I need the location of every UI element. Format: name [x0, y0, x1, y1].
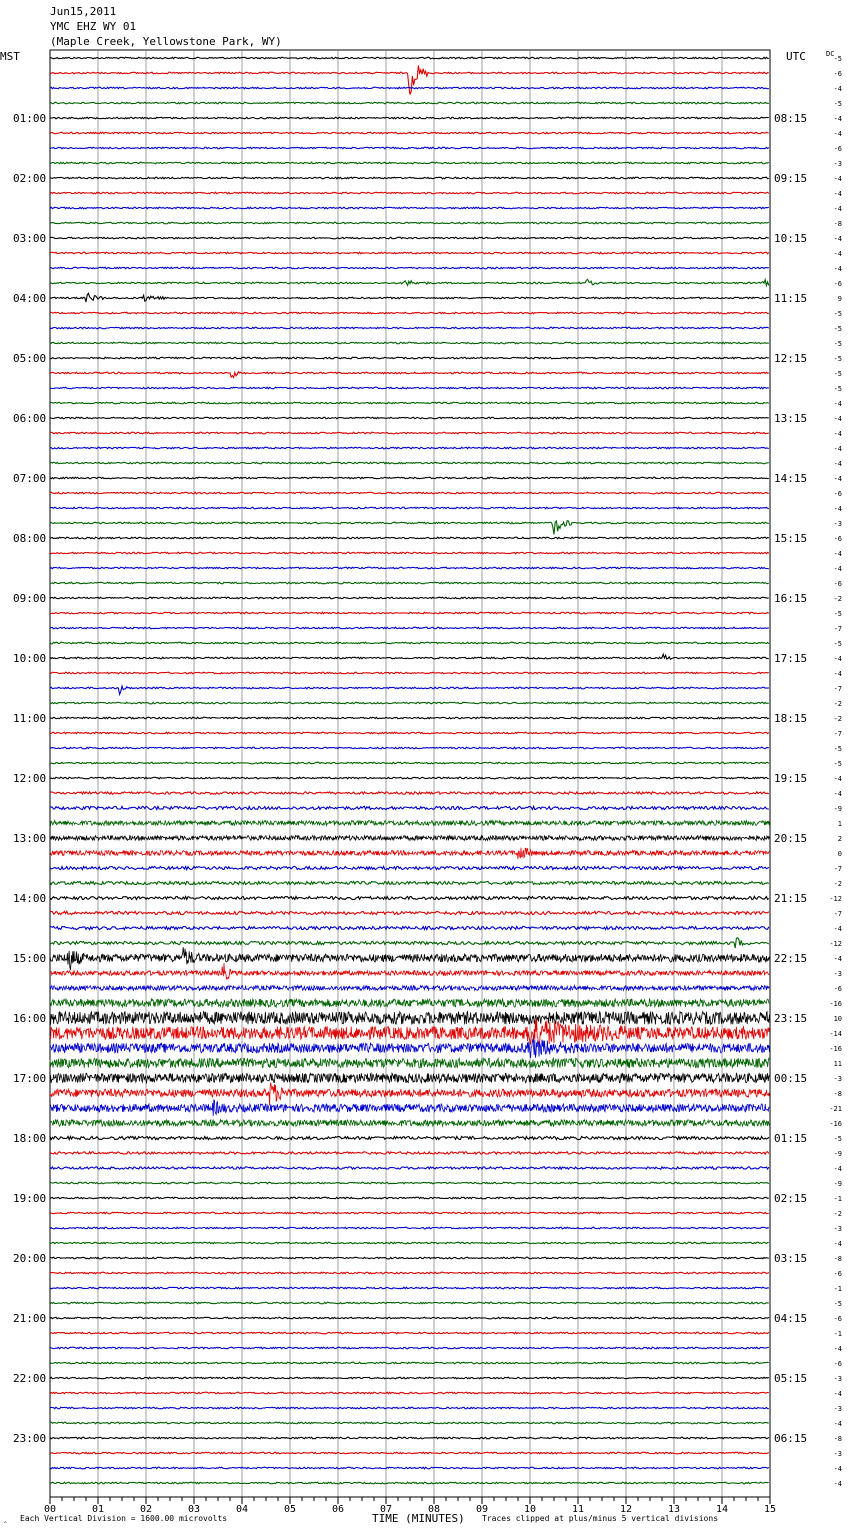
trace-55 — [50, 881, 769, 884]
trace-11 — [50, 222, 769, 224]
dc-offset-label: -21 — [829, 1105, 842, 1113]
dc-offset-label: -6 — [833, 535, 842, 543]
trace-87 — [50, 1362, 769, 1364]
trace-31 — [50, 521, 769, 535]
trace-73 — [50, 1152, 769, 1154]
trace-39 — [50, 642, 769, 644]
trace-90 — [50, 1407, 769, 1409]
dc-offset-label: -5 — [833, 610, 842, 618]
station-code: YMC EHZ WY 01 — [50, 20, 137, 33]
trace-0 — [50, 57, 769, 59]
trace-18 — [50, 327, 769, 329]
trace-47 — [50, 762, 769, 764]
trace-72 — [50, 1136, 769, 1139]
dc-offset-label: -4 — [833, 460, 842, 468]
dc-offset-label: -3 — [833, 970, 842, 978]
trace-14 — [50, 267, 769, 269]
trace-19 — [50, 342, 769, 344]
right-hour-label: 01:15 — [774, 1132, 808, 1145]
trace-92 — [50, 1437, 769, 1439]
trace-91 — [50, 1422, 769, 1424]
right-hour-label: 12:15 — [774, 352, 808, 365]
left-hour-label: 18:00 — [13, 1132, 47, 1145]
x-tick-label: 02 — [139, 1504, 153, 1515]
trace-17 — [50, 312, 769, 314]
trace-25 — [50, 432, 769, 434]
dc-offset-label: -4 — [833, 955, 842, 963]
left-hour-label: 19:00 — [13, 1192, 47, 1205]
trace-37 — [50, 612, 769, 614]
trace-86 — [50, 1347, 769, 1349]
dc-offset-label: 2 — [837, 835, 842, 843]
dc-offset-label: -6 — [833, 1315, 842, 1323]
dc-offset-label: -4 — [833, 415, 842, 423]
left-hour-label: 11:00 — [13, 712, 47, 725]
station-location: (Maple Creek, Yellowstone Park, WY) — [50, 35, 282, 48]
trace-89 — [50, 1392, 769, 1394]
trace-16 — [50, 293, 769, 302]
dc-offset-label: -6 — [833, 1270, 842, 1278]
dc-offset-label: -9 — [833, 805, 842, 813]
trace-7 — [50, 162, 769, 164]
x-tick-label: 05 — [283, 1504, 297, 1515]
dc-offset-label: -4 — [833, 670, 842, 678]
dc-offset-label: -8 — [833, 1255, 842, 1263]
dc-offset-label: -3 — [833, 1450, 842, 1458]
dc-offset-label: -2 — [833, 1210, 842, 1218]
trace-15 — [50, 279, 769, 285]
trace-85 — [50, 1332, 769, 1334]
plot-frame — [50, 50, 770, 1497]
left-hour-label: 07:00 — [13, 472, 47, 485]
dc-offset-label: -12 — [829, 895, 842, 903]
left-hour-label: 21:00 — [13, 1312, 47, 1325]
trace-20 — [50, 357, 769, 359]
x-tick-label: 08 — [427, 1504, 441, 1515]
dc-offset-label: -5 — [833, 355, 842, 363]
trace-34 — [50, 567, 769, 569]
dc-offset-label: -7 — [833, 730, 842, 738]
plot-date: Jun15,2011 — [50, 5, 117, 18]
trace-36 — [50, 597, 769, 599]
dc-offset-label: -3 — [833, 1375, 842, 1383]
dc-offset-label: 0 — [837, 850, 842, 858]
x-tick-label: 09 — [475, 1504, 489, 1515]
trace-75 — [50, 1182, 769, 1184]
trace-52 — [50, 836, 769, 841]
right-hour-label: 16:15 — [774, 592, 808, 605]
dc-offset-label: -2 — [833, 880, 842, 888]
dc-offset-label: -4 — [833, 430, 842, 438]
left-hour-label: 10:00 — [13, 652, 47, 665]
dc-offset-label: -14 — [829, 1030, 842, 1038]
trace-32 — [50, 537, 769, 539]
dc-offset-label: -7 — [833, 625, 842, 633]
x-tick-label: 01 — [91, 1504, 105, 1515]
x-tick-label: 06 — [331, 1504, 345, 1515]
right-timezone-label: UTC — [786, 50, 806, 63]
trace-58 — [50, 926, 769, 929]
dc-offset-label: -4 — [833, 655, 842, 663]
dc-header-label: DC — [826, 50, 835, 58]
trace-12 — [50, 237, 769, 239]
dc-offset-label: -4 — [833, 235, 842, 243]
footer-mark: ‸ — [4, 1514, 7, 1523]
right-hour-label: 23:15 — [774, 1012, 808, 1025]
trace-29 — [50, 492, 769, 494]
dc-offset-label: -1 — [833, 1330, 842, 1338]
right-hour-label: 19:15 — [774, 772, 808, 785]
dc-offset-label: -5 — [833, 325, 842, 333]
dc-offset-label: -4 — [833, 505, 842, 513]
trace-51 — [50, 821, 769, 826]
dc-offset-label: -5 — [833, 745, 842, 753]
right-hour-label: 08:15 — [774, 112, 808, 125]
trace-22 — [50, 387, 769, 389]
dc-offset-label: -4 — [833, 1345, 842, 1353]
dc-offset-label: -3 — [833, 520, 842, 528]
dc-offset-label: -2 — [833, 715, 842, 723]
dc-offset-label: -4 — [833, 1480, 842, 1488]
right-hour-label: 03:15 — [774, 1252, 808, 1265]
dc-offset-label: -6 — [833, 985, 842, 993]
left-hour-label: 20:00 — [13, 1252, 47, 1265]
x-axis-label: TIME (MINUTES) — [372, 1512, 465, 1525]
trace-80 — [50, 1257, 769, 1259]
trace-10 — [50, 207, 769, 209]
left-hour-label: 09:00 — [13, 592, 47, 605]
left-hour-label: 13:00 — [13, 832, 47, 845]
dc-offset-label: -4 — [833, 265, 842, 273]
trace-69 — [50, 1083, 769, 1106]
left-hour-label: 16:00 — [13, 1012, 47, 1025]
dc-offset-label: -5 — [833, 760, 842, 768]
trace-33 — [50, 552, 769, 554]
trace-70 — [50, 1100, 769, 1116]
trace-93 — [50, 1452, 769, 1454]
trace-13 — [50, 252, 769, 254]
trace-50 — [50, 806, 769, 809]
trace-53 — [50, 848, 769, 859]
left-hour-label: 05:00 — [13, 352, 47, 365]
dc-offset-label: -6 — [833, 580, 842, 588]
dc-offset-label: -4 — [833, 565, 842, 573]
x-tick-label: 03 — [187, 1504, 201, 1515]
dc-offset-label: -6 — [833, 490, 842, 498]
dc-offset-label: -7 — [833, 685, 842, 693]
left-hour-label: 14:00 — [13, 892, 47, 905]
dc-offset-label: -3 — [833, 160, 842, 168]
trace-78 — [50, 1227, 769, 1229]
trace-48 — [50, 777, 769, 779]
trace-49 — [50, 792, 769, 794]
dc-offset-label: -4 — [833, 1420, 842, 1428]
dc-offset-label: -12 — [829, 940, 842, 948]
right-hour-label: 04:15 — [774, 1312, 808, 1325]
dc-offset-label: -5 — [833, 1135, 842, 1143]
x-tick-label: 07 — [379, 1504, 393, 1515]
dc-offset-label: -1 — [833, 1285, 842, 1293]
dc-offset-label: -16 — [829, 1120, 842, 1128]
trace-45 — [50, 732, 769, 734]
trace-62 — [50, 986, 769, 991]
trace-68 — [50, 1073, 769, 1083]
dc-offset-label: -5 — [833, 55, 842, 63]
trace-83 — [50, 1302, 769, 1304]
right-hour-label: 21:15 — [774, 892, 808, 905]
left-hour-label: 12:00 — [13, 772, 47, 785]
right-hour-label: 18:15 — [774, 712, 808, 725]
dc-offset-label: -2 — [833, 595, 842, 603]
dc-offset-label: -3 — [833, 1075, 842, 1083]
trace-35 — [50, 582, 769, 584]
left-hour-label: 02:00 — [13, 172, 47, 185]
left-hour-label: 17:00 — [13, 1072, 47, 1085]
x-tick-label: 10 — [523, 1504, 537, 1515]
scale-note: Each Vertical Division = 1600.00 microvolts — [20, 1514, 228, 1523]
dc-offset-label: 1 — [837, 820, 842, 828]
dc-offset-label: -16 — [829, 1000, 842, 1008]
trace-54 — [50, 866, 769, 869]
trace-67 — [50, 1058, 769, 1068]
right-hour-label: 02:15 — [774, 1192, 808, 1205]
dc-offset-label: -9 — [833, 1150, 842, 1158]
trace-60 — [50, 947, 769, 970]
trace-42 — [50, 686, 769, 694]
dc-offset-label: -5 — [833, 340, 842, 348]
dc-offset-label: -5 — [833, 310, 842, 318]
right-hour-label: 20:15 — [774, 832, 808, 845]
dc-offset-label: -4 — [833, 1390, 842, 1398]
trace-43 — [50, 702, 769, 704]
trace-76 — [50, 1197, 769, 1199]
left-hour-label: 01:00 — [13, 112, 47, 125]
dc-offset-label: -8 — [833, 1435, 842, 1443]
trace-84 — [50, 1317, 769, 1319]
dc-offset-label: -5 — [833, 100, 842, 108]
x-tick-label: 13 — [667, 1504, 681, 1515]
trace-77 — [50, 1212, 769, 1214]
trace-57 — [50, 911, 769, 914]
trace-44 — [50, 717, 769, 719]
x-tick-label: 04 — [235, 1504, 249, 1515]
dc-offset-label: -4 — [833, 1465, 842, 1473]
trace-63 — [50, 999, 769, 1007]
trace-23 — [50, 402, 769, 404]
left-hour-label: 08:00 — [13, 532, 47, 545]
dc-offset-label: -7 — [833, 865, 842, 873]
trace-79 — [50, 1242, 769, 1244]
dc-offset-label: -6 — [833, 145, 842, 153]
trace-9 — [50, 192, 769, 194]
trace-28 — [50, 477, 769, 479]
dc-offset-label: -4 — [833, 85, 842, 93]
dc-offset-label: -4 — [833, 250, 842, 258]
dc-offset-label: -2 — [833, 700, 842, 708]
dc-offset-label: -4 — [833, 130, 842, 138]
right-hour-label: 00:15 — [774, 1072, 808, 1085]
left-hour-label: 15:00 — [13, 952, 47, 965]
trace-64 — [50, 1012, 769, 1025]
trace-46 — [50, 747, 769, 749]
dc-offset-label: -4 — [833, 550, 842, 558]
trace-38 — [50, 627, 769, 629]
trace-6 — [50, 147, 769, 149]
trace-41 — [50, 672, 769, 674]
dc-offset-label: -9 — [833, 1180, 842, 1188]
dc-offset-label: -3 — [833, 1225, 842, 1233]
trace-95 — [50, 1482, 769, 1484]
trace-3 — [50, 102, 769, 104]
trace-4 — [50, 117, 769, 119]
right-hour-label: 11:15 — [774, 292, 808, 305]
dc-offset-label: -8 — [833, 220, 842, 228]
right-hour-label: 14:15 — [774, 472, 808, 485]
right-hour-label: 13:15 — [774, 412, 808, 425]
left-hour-label: 06:00 — [13, 412, 47, 425]
dc-offset-label: -4 — [833, 445, 842, 453]
trace-94 — [50, 1467, 769, 1469]
dc-offset-label: -6 — [833, 70, 842, 78]
trace-1 — [50, 65, 769, 94]
left-hour-label: 03:00 — [13, 232, 47, 245]
trace-66 — [50, 1039, 769, 1058]
trace-56 — [50, 896, 769, 899]
dc-offset-label: -5 — [833, 385, 842, 393]
left-hour-label: 22:00 — [13, 1372, 47, 1385]
trace-5 — [50, 132, 769, 134]
dc-offset-label: -4 — [833, 475, 842, 483]
trace-8 — [50, 177, 769, 179]
dc-offset-label: -4 — [833, 115, 842, 123]
dc-offset-label: -6 — [833, 1360, 842, 1368]
trace-88 — [50, 1377, 769, 1379]
left-hour-label: 04:00 — [13, 292, 47, 305]
trace-59 — [50, 938, 769, 948]
dc-offset-label: 11 — [833, 1060, 842, 1068]
dc-offset-label: -8 — [833, 1090, 842, 1098]
dc-offset-label: -4 — [833, 925, 842, 933]
dc-offset-label: -4 — [833, 400, 842, 408]
x-tick-label: 11 — [571, 1504, 585, 1515]
dc-offset-label: -4 — [833, 175, 842, 183]
trace-82 — [50, 1287, 769, 1289]
right-hour-label: 05:15 — [774, 1372, 808, 1385]
x-tick-label: 00 — [43, 1504, 57, 1515]
dc-offset-label: -4 — [833, 1165, 842, 1173]
trace-21 — [50, 372, 769, 378]
trace-81 — [50, 1272, 769, 1274]
dc-offset-label: -6 — [833, 280, 842, 288]
right-hour-label: 06:15 — [774, 1432, 808, 1445]
dc-offset-label: -3 — [833, 1405, 842, 1413]
right-hour-label: 10:15 — [774, 232, 808, 245]
x-tick-label: 12 — [619, 1504, 633, 1515]
dc-offset-label: -7 — [833, 910, 842, 918]
trace-24 — [50, 417, 769, 419]
dc-offset-label: -4 — [833, 790, 842, 798]
x-tick-label: 15 — [763, 1504, 777, 1515]
dc-offset-label: -4 — [833, 1240, 842, 1248]
dc-offset-label: -4 — [833, 190, 842, 198]
left-hour-label: 23:00 — [13, 1432, 47, 1445]
trace-61 — [50, 963, 769, 979]
right-hour-label: 09:15 — [774, 172, 808, 185]
trace-71 — [50, 1120, 769, 1126]
clip-note: Traces clipped at plus/minus 5 vertical divisions — [482, 1514, 719, 1523]
trace-30 — [50, 507, 769, 509]
x-tick-label: 14 — [715, 1504, 729, 1515]
trace-74 — [50, 1167, 769, 1169]
trace-27 — [50, 462, 769, 464]
right-hour-label: 22:15 — [774, 952, 808, 965]
dc-offset-label: -5 — [833, 640, 842, 648]
dc-offset-label: 10 — [833, 1015, 842, 1023]
left-timezone-label: MST — [0, 50, 20, 63]
right-hour-label: 15:15 — [774, 532, 808, 545]
dc-offset-label: -5 — [833, 1300, 842, 1308]
trace-40 — [50, 654, 769, 659]
dc-offset-label: -5 — [833, 370, 842, 378]
trace-26 — [50, 447, 769, 449]
right-hour-label: 17:15 — [774, 652, 808, 665]
dc-offset-label: -1 — [833, 1195, 842, 1203]
dc-offset-label: 9 — [837, 295, 842, 303]
dc-offset-label: -16 — [829, 1045, 842, 1053]
dc-offset-label: -4 — [833, 205, 842, 213]
dc-offset-label: -4 — [833, 775, 842, 783]
